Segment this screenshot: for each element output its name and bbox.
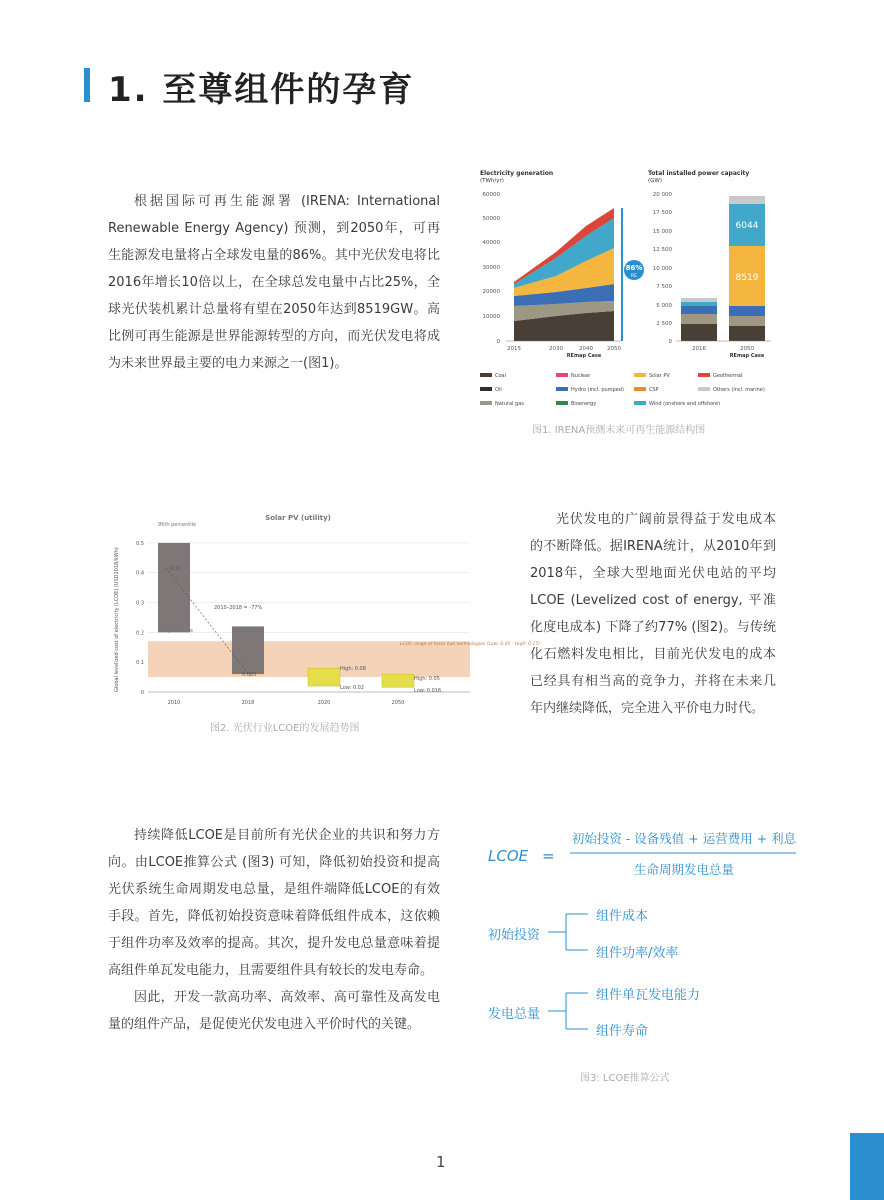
fig2-low2020: Low: 0.02 <box>340 685 364 691</box>
legend-label: Hydro (incl. pumped) <box>571 387 624 393</box>
bar2016-wind <box>681 302 717 306</box>
fig2-p95: 95th percentile <box>158 522 197 528</box>
tree1-item-a: 组件成本 <box>596 909 649 924</box>
legend-label: Natural gas <box>495 401 524 407</box>
fig1-ytick: 60000 <box>482 192 500 198</box>
fig1-ytick: 40000 <box>482 240 500 246</box>
fig2-high2020: High: 0.08 <box>340 666 366 672</box>
y-tick-label: 0 <box>140 690 144 696</box>
fig1-left-case: REmap Case <box>566 353 602 359</box>
bar2050-coal <box>729 326 765 341</box>
fig1-ytick: 0 <box>496 339 500 345</box>
legend-swatch <box>480 401 492 405</box>
x-tick-label: 2020 <box>317 700 331 706</box>
bar2050-hydro <box>729 306 765 316</box>
fig2-p5: 5th percentile <box>158 628 193 634</box>
tree2-connector <box>548 989 592 1033</box>
fig1-ytick: 50000 <box>482 216 500 222</box>
legend-label: Wind (onshore and offshore) <box>649 401 721 407</box>
section1-text: 根据国际可再生能源署 (IRENA: International Renewable Energy Agency) 预测，到2050年，可再生能源发电量将占全球发电量的86%。其中光伏发电将比2016年增长10倍以上，在全球总发电量中占比25%，全球光伏装机累计总量将有望在2050年达到8519GW。高比例可再生能源是世界能源转型的方向，而光伏发电将成为未来世界最主要的电力来源之一(图1)。 <box>108 194 440 371</box>
fig3-caption: 图3: LCOE推算公式 <box>580 1073 670 1084</box>
tree1-connector <box>548 910 592 954</box>
section3-text-1: 持续降低LCOE是目前所有光伏企业的共识和努力方向。由LCOE推算公式 (图3) 可知，降低初始投资和提高光伏系统生命周期发电总量，是组件端降低LCOE的有效手段。首先，降低初始投资意味着降低组件成本，这依赖于组件功率及效率的提高。其次，提升发电总量意味着提高组件单瓦发电能力，且需要组件具有较长的发电寿命。 <box>108 828 440 978</box>
legend-swatch <box>634 401 646 405</box>
x-tick-label: 2010 <box>167 700 181 706</box>
fig1-rtick: 10 000 <box>652 266 672 272</box>
fig2-caption: 图2. 光伏行业LCOE的发展趋势图 <box>210 723 360 734</box>
fig1-ytick: 20000 <box>482 289 500 295</box>
bar2016-hydro <box>681 306 717 314</box>
legend-label: Nuclear <box>571 373 591 379</box>
lcoe-formula <box>486 826 806 882</box>
fig1-rtick: 2 500 <box>656 321 672 327</box>
fig1-rtick: 0 <box>668 339 672 345</box>
legend-label: Others (incl. marine) <box>713 387 765 393</box>
fig1-left-unit: (TWh/yr) <box>480 178 504 184</box>
figure-1-irena <box>476 166 776 416</box>
lcoe-bar-2020 <box>308 668 340 686</box>
legend-swatch <box>634 373 646 377</box>
fig1-left-title: Electricity generation <box>480 170 554 177</box>
fig1-caption: 图1. IRENA预测未来可再生能源结构图 <box>532 425 706 436</box>
fig1-label-solar: 8519 <box>735 273 759 283</box>
formula-numerator: 初始投资 - 设备残值 + 运营费用 + 利息 <box>571 831 797 846</box>
bar2016-coal <box>681 324 717 341</box>
legend-swatch <box>480 373 492 377</box>
section2-text: 光伏发电的广阔前景得益于发电成本的不断降低。据IRENA统计，从2010年到2018年，全球大型地面光伏电站的平均LCOE (Levelized cost of energy, 平准化度电成本) 下降了约77% (图2)。与传统化石燃料发电相比，目前光伏发电的成本已经具有相当高的竞争力，并将在未来几年内继续降低，完全进入平价电力时代。 <box>530 512 776 716</box>
fig1-rtick: 17 500 <box>652 210 672 216</box>
figure-2-lcoe <box>108 508 540 712</box>
fig2-trend: 2010–2018 = -77% <box>214 605 263 611</box>
bar2050-gas <box>729 316 765 326</box>
fig1-ytick: 10000 <box>482 314 500 320</box>
lcoe-bar-2010 <box>158 543 190 632</box>
fig2-xticks <box>168 700 405 706</box>
legend-swatch <box>698 373 710 377</box>
legend-label: Oil <box>495 387 502 393</box>
y-tick-label: 0.4 <box>136 570 144 577</box>
fig1-xtick: 2015 <box>507 346 521 352</box>
bar2050-other <box>729 196 765 204</box>
tree2-root: 发电总量 <box>488 1007 541 1022</box>
page-number: 1 <box>436 1153 446 1171</box>
re-badge-sub: RE <box>631 274 637 279</box>
tree1-root: 初始投资 <box>488 928 541 943</box>
bar2016-gas <box>681 314 717 324</box>
legend-swatch <box>698 387 710 391</box>
fig1-rtick: 5 000 <box>656 303 672 309</box>
fig2-v2018: 0.085 <box>242 672 257 678</box>
fig1-right-title: Total installed power capacity <box>648 170 750 177</box>
section3-paragraph <box>108 822 440 1038</box>
fig1-ytick: 30000 <box>482 265 500 271</box>
section3-text-2: 因此，开发一款高功率、高效率、高可靠性及高发电量的组件产品，是促使光伏发电进入平价时代的关键。 <box>108 990 440 1032</box>
y-tick-label: 0.3 <box>136 600 144 607</box>
formula-lhs: LCOE <box>488 847 529 865</box>
formula-denominator: 生命周期发电总量 <box>633 862 735 877</box>
legend-label: Geothermal <box>713 373 743 379</box>
fig2-band-label: LCOE range of fossil fuel technologies (Low: 0.05 - High: 0.17) <box>400 642 540 647</box>
page-title: 1. 至尊组件的孕育 <box>108 70 415 110</box>
fig2-high2050: High: 0.05 <box>414 676 440 682</box>
y-tick-label: 0.2 <box>136 630 144 637</box>
lcoe-bar-2018 <box>232 626 264 674</box>
bar2016-other <box>681 298 717 302</box>
fig2-v2010: 0.37 <box>170 566 182 572</box>
fig1-rtick: 20 000 <box>652 192 672 198</box>
legend-label: Coal <box>495 373 507 379</box>
irena-chart <box>476 166 776 416</box>
fig1-legend <box>480 373 765 407</box>
legend-swatch <box>556 401 568 405</box>
fig1-rxtick: 2050 <box>740 346 754 352</box>
y-tick-label: 0.1 <box>136 660 144 667</box>
lcoe-bar-2050 <box>382 674 414 687</box>
fig1-xtick: 2040 <box>579 346 593 352</box>
legend-swatch <box>556 373 568 377</box>
legend-label: CSP <box>649 387 659 393</box>
section1-paragraph <box>108 188 440 377</box>
legend-swatch <box>480 387 492 391</box>
fig2-ylabel: Global levelized cost of electricity (LCOE) (USD2018/kWh) <box>114 547 120 692</box>
fig2-yticks <box>136 541 144 696</box>
fig2-title: Solar PV (utility) <box>265 514 331 522</box>
fig1-xtick: 2050 <box>607 346 621 352</box>
lcoe-chart <box>108 508 540 712</box>
re-badge-value: 86% <box>625 264 643 272</box>
legend-label: Bioenergy <box>571 401 597 407</box>
formula-eq: = <box>542 847 555 865</box>
fig1-rxtick: 2016 <box>692 346 706 352</box>
legend-swatch <box>634 387 646 391</box>
section2-paragraph <box>530 506 776 722</box>
tree2-item-b: 组件寿命 <box>596 1024 649 1039</box>
fig1-label-wind: 6044 <box>735 221 759 231</box>
tree1-item-b: 组件功率/效率 <box>596 946 679 961</box>
legend-swatch <box>556 387 568 391</box>
title-accent-bar <box>84 68 90 102</box>
x-tick-label: 2050 <box>391 700 405 706</box>
fig1-xtick: 2030 <box>549 346 563 352</box>
fig1-right-unit: (GW) <box>648 178 662 184</box>
y-tick-label: 0.5 <box>136 540 144 547</box>
fig1-rtick: 15 000 <box>652 229 672 235</box>
x-tick-label: 2018 <box>241 700 255 706</box>
fig1-right-case: REmap Case <box>729 353 765 359</box>
tree2-item-a: 组件单瓦发电能力 <box>596 988 701 1003</box>
side-tab-accent <box>850 1133 884 1200</box>
fig2-low2050: Low: 0.016 <box>414 688 442 694</box>
legend-label: Solar PV <box>649 373 670 379</box>
fig1-rtick: 12 500 <box>652 247 672 253</box>
fig1-rtick: 7 500 <box>656 284 672 290</box>
